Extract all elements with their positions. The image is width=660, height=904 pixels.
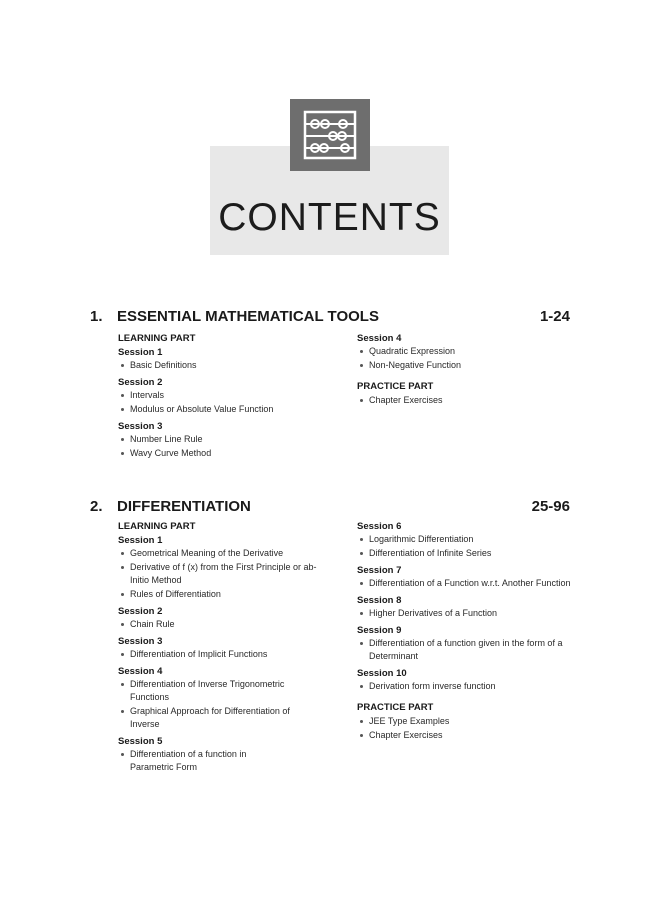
chapter-number: 2.	[90, 498, 103, 515]
list-item: Chapter Exercises	[357, 729, 577, 742]
session-label: Session 5	[118, 736, 163, 747]
list-item: Differentiation of Infinite Series	[357, 547, 577, 560]
topic-list	[118, 648, 318, 661]
session-label: Session 7	[357, 565, 402, 576]
right-column	[357, 332, 587, 407]
list-item: Logarithmic Differentiation	[357, 533, 577, 546]
session-label: Session 3	[118, 421, 163, 432]
session-label: Session 8	[357, 595, 402, 606]
list-item: Differentiation of Inverse Trigonometric Functions	[118, 678, 318, 704]
list-item: Differentiation of a Function w.r.t. Another Function	[357, 577, 577, 590]
learning-part-label: LEARNING PART	[118, 521, 196, 532]
list-item: Rules of Differentiation	[118, 588, 318, 601]
topic-list	[357, 345, 587, 372]
list-item: Chapter Exercises	[357, 394, 587, 407]
session-label: Session 10	[357, 668, 407, 679]
topic-list	[118, 389, 348, 416]
list-item: Basic Definitions	[118, 359, 348, 372]
left-column	[118, 520, 318, 774]
topic-list	[357, 680, 577, 693]
practice-part-label: PRACTICE PART	[357, 381, 434, 392]
list-item: Intervals	[118, 389, 348, 402]
learning-part-label: LEARNING PART	[118, 333, 196, 344]
list-item: Differentiation of a function given in the form of a Determinant	[357, 637, 577, 663]
chapter-pages: 25-96	[531, 498, 570, 515]
chapter-pages: 1-24	[539, 308, 570, 325]
topic-list	[118, 433, 348, 460]
session-label: Session 2	[118, 377, 163, 388]
list-item: Quadratic Expression	[357, 345, 587, 358]
list-item: Modulus or Absolute Value Function	[118, 403, 348, 416]
list-item: Non-Negative Function	[357, 359, 587, 372]
topic-list	[118, 547, 318, 601]
session-label: Session 1	[118, 347, 163, 358]
topic-list	[118, 678, 318, 731]
list-item: Higher Derivatives of a Function	[357, 607, 577, 620]
practice-part-label: PRACTICE PART	[357, 702, 434, 713]
session-label: Session 1	[118, 535, 163, 546]
left-column	[118, 332, 348, 460]
session-label: Session 9	[357, 625, 402, 636]
list-item: Number Line Rule	[118, 433, 348, 446]
chapter-title: DIFFERENTIATION	[117, 498, 251, 515]
list-item: Differentiation of a function in Parametric Form	[118, 748, 268, 774]
chapter-number: 1.	[90, 308, 103, 325]
list-item: Wavy Curve Method	[118, 447, 348, 460]
topic-list	[357, 394, 587, 407]
session-label: Session 6	[357, 521, 402, 532]
list-item: JEE Type Examples	[357, 715, 577, 728]
list-item: Graphical Approach for Differentiation of Inverse	[118, 705, 318, 731]
list-item: Chain Rule	[118, 618, 318, 631]
topic-list	[118, 359, 348, 372]
topic-list	[118, 748, 268, 774]
session-label: Session 4	[357, 333, 402, 344]
topic-list	[357, 637, 577, 663]
chapter-heading	[90, 308, 570, 330]
list-item: Derivative of f (x) from the First Principle or ab-Initio Method	[118, 561, 318, 587]
session-label: Session 3	[118, 636, 163, 647]
chapter-heading	[90, 498, 570, 520]
topic-list	[118, 618, 318, 631]
abacus-icon-box	[290, 99, 370, 171]
list-item: Geometrical Meaning of the Derivative	[118, 547, 318, 560]
right-column	[357, 520, 577, 742]
abacus-icon	[303, 110, 357, 160]
chapter-title: ESSENTIAL MATHEMATICAL TOOLS	[117, 308, 379, 325]
topic-list	[357, 577, 577, 590]
topic-list	[357, 715, 577, 742]
topic-list	[357, 533, 577, 560]
topic-list	[357, 607, 577, 620]
session-label: Session 2	[118, 606, 163, 617]
list-item: Derivation form inverse function	[357, 680, 577, 693]
page-title: CONTENTS	[218, 196, 441, 239]
list-item: Differentiation of Implicit Functions	[118, 648, 318, 661]
session-label: Session 4	[118, 666, 163, 677]
